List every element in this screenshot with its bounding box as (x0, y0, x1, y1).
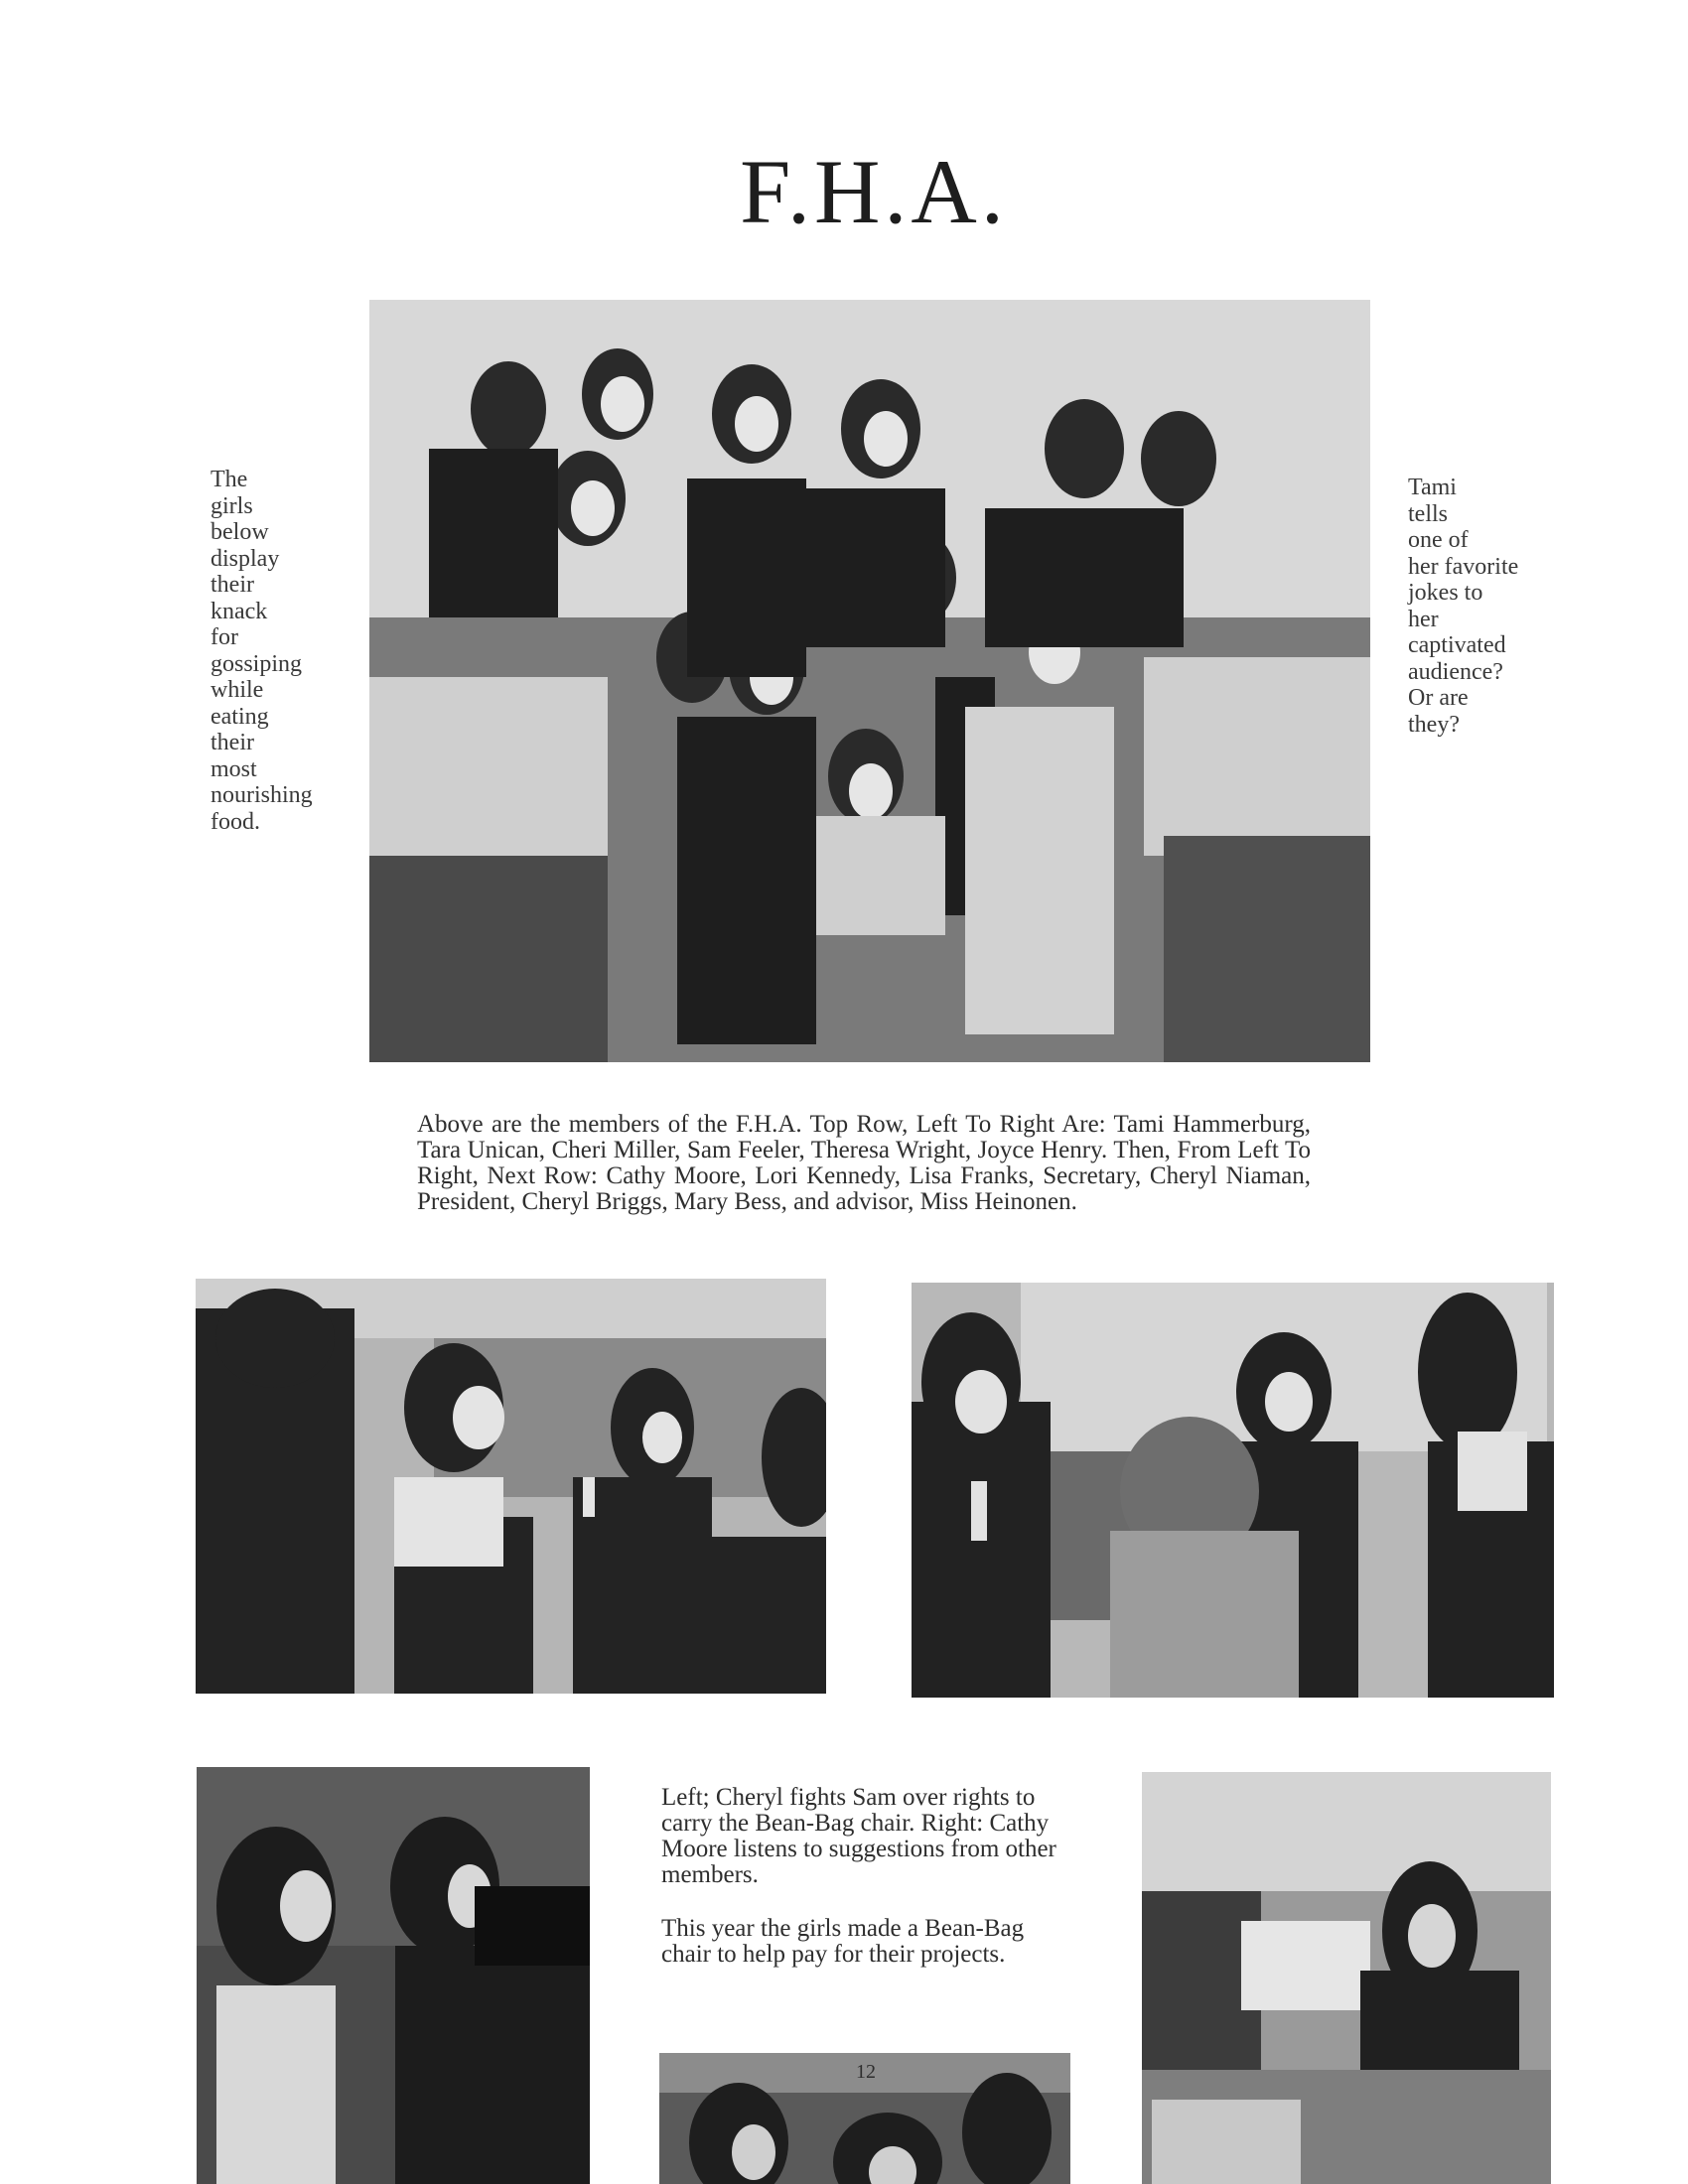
middle-left-photo-image (196, 1279, 826, 1694)
bottom-left-photo (197, 1767, 590, 2184)
group-photo (369, 300, 1370, 1062)
middle-right-photo (912, 1283, 1554, 1698)
bottom-right-photo-image (1142, 1772, 1551, 2184)
left-side-caption: The girls below display their knack for gossiping while eating their most nourishing food. (211, 467, 313, 835)
middle-left-photo (196, 1279, 826, 1694)
bottom-right-photo (1142, 1772, 1551, 2184)
page-title: F.H.A. (740, 141, 1008, 242)
bottom-center-caption-2: This year the girls made a Bean-Bag chair to help pay for their projects. (661, 1915, 1025, 1968)
bottom-left-photo-image (197, 1767, 590, 2184)
right-side-caption: Tami tells one of her favorite jokes to her captivated audience? Or are they? (1408, 475, 1519, 738)
middle-right-photo-image (912, 1283, 1554, 1698)
page-number: 12 (856, 2061, 876, 2083)
group-photo-image (369, 300, 1370, 1062)
bottom-center-caption-1: Left; Cheryl fights Sam over rights to carry the Bean-Bag chair. Right: Cathy Moore listens to suggestions from other members. (661, 1784, 1056, 1888)
group-photo-caption: Above are the members of the F.H.A. Top Row, Left To Right Are: Tami Hammerburg, Tara Unican, Cheri Miller, Sam Feeler, Theresa Wright, Joyce Henry. Then, From Left To Right, Next Row: Cathy Moore, Lori Kennedy, Lisa Franks, Secretary, Cheryl Niaman, President, Cheryl Briggs, Mary Bess, and advisor, Miss Heinonen. (417, 1111, 1311, 1215)
